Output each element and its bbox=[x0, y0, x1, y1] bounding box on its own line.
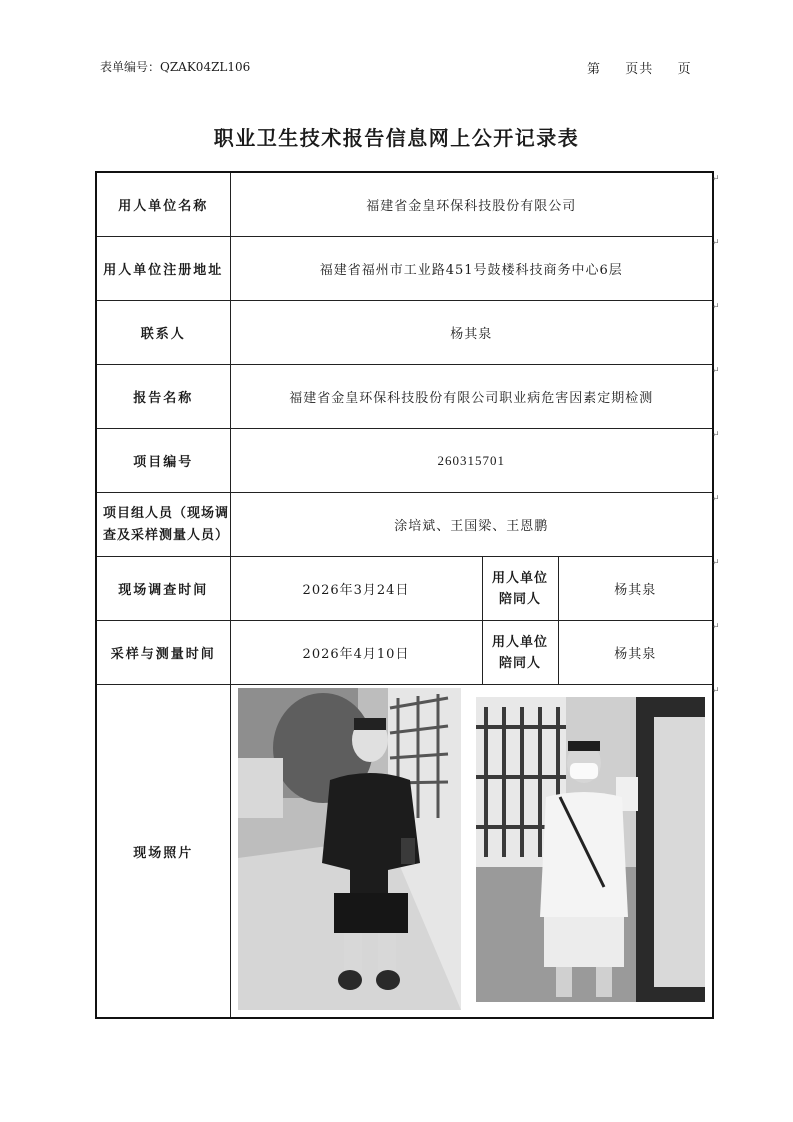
row-project-no bbox=[96, 429, 713, 493]
paragraph-mark-icon: ↵ bbox=[712, 622, 720, 632]
survey-escort-value: 杨其泉 bbox=[558, 557, 713, 621]
team-label-line2: 查及采样测量人员） bbox=[103, 527, 230, 543]
paragraph-mark-icon: ↵ bbox=[712, 174, 720, 184]
site-photo-2-image bbox=[476, 697, 705, 1002]
report-name-label: 报告名称 bbox=[96, 365, 230, 429]
form-number: 表单编号：QZAK04ZL106 bbox=[100, 60, 251, 74]
photos-cell bbox=[230, 685, 713, 1019]
survey-escort-label bbox=[482, 557, 558, 621]
photos-label: 现场照片 bbox=[96, 685, 230, 1019]
row-report-name bbox=[96, 365, 713, 429]
paragraph-mark-icon: ↵ bbox=[712, 494, 720, 504]
row-survey-time bbox=[96, 557, 713, 621]
employer-name-value: 福建省金皇环保科技股份有限公司 bbox=[230, 172, 713, 237]
row-employer-name bbox=[96, 172, 713, 237]
record-table bbox=[95, 171, 714, 1019]
paragraph-mark-icon: ↵ bbox=[712, 366, 720, 376]
team-label bbox=[96, 493, 230, 557]
sampling-escort-label-line2: 陪同人 bbox=[498, 655, 541, 671]
project-no-value: 260315701 bbox=[230, 429, 713, 493]
sampling-escort-value: 杨其泉 bbox=[558, 621, 713, 685]
row-team bbox=[96, 493, 713, 557]
survey-time-label: 现场调查时间 bbox=[96, 557, 230, 621]
employer-name-label: 用人单位名称 bbox=[96, 172, 230, 237]
photos-area bbox=[231, 685, 713, 1017]
paragraph-mark-icon: ↵ bbox=[712, 302, 720, 312]
sampling-escort-label-line1: 用人单位 bbox=[491, 634, 548, 650]
contact-value: 杨其泉 bbox=[230, 301, 713, 365]
survey-escort-label-line2: 陪同人 bbox=[498, 591, 541, 607]
sampling-time-label: 采样与测量时间 bbox=[96, 621, 230, 685]
page-title: 职业卫生技术报告信息网上公开记录表 bbox=[213, 126, 580, 150]
row-sampling-time bbox=[96, 621, 713, 685]
paragraph-mark-icon: ↵ bbox=[712, 686, 720, 696]
sampling-escort-label bbox=[482, 621, 558, 685]
report-name-value: 福建省金皇环保科技股份有限公司职业病危害因素定期检测 bbox=[230, 365, 713, 429]
site-photo-2 bbox=[476, 697, 705, 1002]
survey-time-value: 2026年3月24日 bbox=[230, 557, 482, 621]
sampling-time-value: 2026年4月10日 bbox=[230, 621, 482, 685]
site-photo-1-image bbox=[238, 688, 461, 1010]
survey-escort-label-line1: 用人单位 bbox=[491, 570, 548, 586]
employer-address-label: 用人单位注册地址 bbox=[96, 237, 230, 301]
page-ye-gong: 页共 bbox=[625, 62, 654, 77]
project-no-label: 项目编号 bbox=[96, 429, 230, 493]
paragraph-mark-icon: ↵ bbox=[712, 558, 720, 568]
page-ye: 页 bbox=[677, 62, 692, 77]
paragraph-mark-icon: ↵ bbox=[712, 430, 720, 440]
team-label-line1: 项目组人员（现场调 bbox=[103, 505, 230, 521]
contact-label: 联系人 bbox=[96, 301, 230, 365]
row-employer-address bbox=[96, 237, 713, 301]
paragraph-mark-icon: ↵ bbox=[712, 238, 720, 248]
team-value: 涂培斌、王国梁、王恩鹏 bbox=[230, 493, 713, 557]
page-indicator bbox=[587, 58, 692, 77]
row-photos bbox=[96, 685, 713, 1019]
page-di: 第 bbox=[587, 62, 602, 77]
employer-address-value: 福建省福州市工业路451号鼓楼科技商务中心6层 bbox=[230, 237, 713, 301]
row-contact bbox=[96, 301, 713, 365]
site-photo-1 bbox=[238, 688, 461, 1010]
